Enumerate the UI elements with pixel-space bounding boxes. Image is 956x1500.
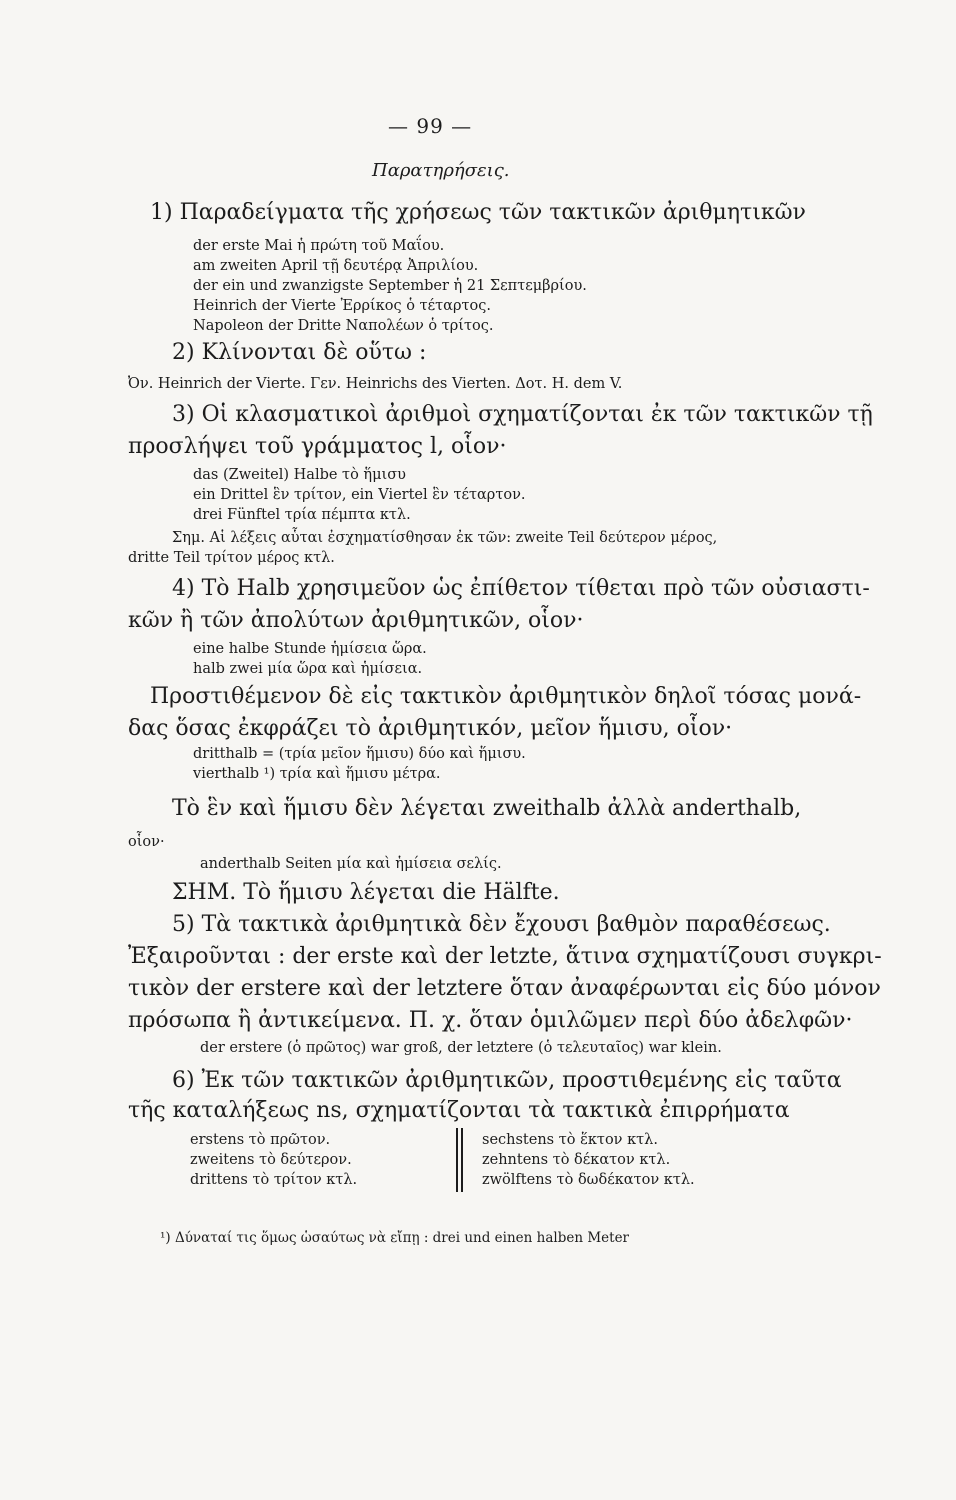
paragraph-6-heading: 6) Ἐκ τῶν τακτικῶν ἀριθμητικῶν, προστιθεμένης εἰς ταῦτα: [172, 1068, 842, 1093]
note-line: ΣΗΜ. Τὸ ἥμισυ λέγεται die Hälfte.: [172, 880, 560, 905]
page-number: — 99 —: [388, 114, 473, 138]
example-line: der erstere (ὁ πρῶτος) war groß, der letztere (ὁ τελευταῖος) war klein.: [200, 1040, 722, 1056]
example-line: vierthalb ¹) τρία καὶ ἥμισυ μέτρα.: [193, 766, 441, 782]
note-line: Σημ. Αἱ λέξεις αὗται ἐσχηματίσθησαν ἐκ τῶν: zweite Teil δεύτερον μέρος,: [172, 530, 718, 546]
example-line: Napoleon der Dritte Ναπολέων ὁ τρίτος.: [193, 318, 494, 334]
paragraph-5-line: Ἐξαιροῦνται : der erste καὶ der letzte, ἅτινα σχηματίζουσι συγκρι-: [128, 944, 882, 969]
declension-line: Ὀν. Heinrich der Vierte. Γεν. Heinrichs des Vierten. Δοτ. H. dem V.: [128, 376, 623, 392]
paragraph-4-line: δας ὅσας ἐκφράζει τὸ ἀριθμητικόν, μεῖον ἥμισυ, οἷον·: [128, 716, 733, 741]
example-line: ein Drittel ἓν τρίτον, ein Viertel ἓν τέταρτον.: [193, 487, 526, 503]
paragraph-4-line: Τὸ ἓν καὶ ἥμισυ δὲν λέγεται zweithalb ἀλλὰ anderthalb,: [172, 796, 802, 821]
example-line: eine halbe Stunde ἡμίσεια ὥρα.: [193, 641, 427, 657]
example-line: der erste Mai ἡ πρώτη τοῦ Μαΐου.: [193, 238, 445, 254]
adverb-item: zwölftens τὸ δωδέκατον κτλ.: [482, 1172, 695, 1188]
adverb-item: zweitens τὸ δεύτερον.: [190, 1152, 352, 1168]
paragraph-2-heading: 2) Κλίνονται δὲ οὕτω :: [172, 340, 427, 365]
paragraph-4-line: οἷον·: [128, 834, 165, 850]
adverb-item: drittens τὸ τρίτον κτλ.: [190, 1172, 358, 1188]
paragraph-4-line: Προστιθέμενον δὲ εἰς τακτικὸν ἀριθμητικὸν δηλοῖ τόσας μονά-: [150, 684, 862, 709]
example-line: drei Fünftel τρία πέμπτα κτλ.: [193, 507, 411, 523]
note-line: dritte Teil τρίτον μέρος κτλ.: [128, 550, 335, 566]
section-heading: Παρατηρήσεις.: [372, 160, 510, 181]
column-divider: [456, 1128, 458, 1192]
example-line: das (Zweitel) Halbe τὸ ἥμισυ: [193, 467, 406, 483]
example-line: halb zwei μία ὥρα καὶ ἡμίσεια.: [193, 661, 423, 677]
example-line: der ein und zwanzigste September ἡ 21 Σεπτεμβρίου.: [193, 278, 587, 294]
paragraph-3-heading: 3) Οἱ κλασματικοὶ ἀριθμοὶ σχηματίζονται ἐκ τῶν τακτικῶν τῇ: [172, 402, 873, 427]
adverb-item: sechstens τὸ ἕκτον κτλ.: [482, 1132, 658, 1148]
example-line: am zweiten April τῇ δευτέρᾳ Ἀπριλίου.: [193, 258, 479, 274]
paragraph-6-line: τῆς καταλήξεως ns, σχηματίζονται τὰ τακτικὰ ἐπιρρήματα: [128, 1098, 790, 1123]
example-line: dritthalb = (τρία μεῖον ἥμισυ) δύο καὶ ἥμισυ.: [193, 746, 526, 762]
paragraph-4-line: κῶν ἢ τῶν ἀπολύτων ἀριθμητικῶν, οἷον·: [128, 608, 584, 633]
footnote: ¹) Δύναταί τις ὅμως ὡσαύτως νὰ εἴπῃ : drei und einen halben Meter: [160, 1230, 630, 1246]
adverb-item: erstens τὸ πρῶτον.: [190, 1132, 331, 1148]
example-line: Heinrich der Vierte Ἐρρίκος ὁ τέταρτος.: [193, 298, 491, 314]
paragraph-4-heading: 4) Τὸ Halb χρησιμεῦον ὡς ἐπίθετον τίθεται πρὸ τῶν οὐσιαστι-: [172, 576, 870, 601]
paragraph-5-heading: 5) Τὰ τακτικὰ ἀριθμητικὰ δὲν ἔχουσι βαθμὸν παραθέσεως.: [172, 912, 831, 937]
paragraph-5-line: τικὸν der erstere καὶ der letztere ὅταν ἀναφέρωνται εἰς δύο μόνον: [128, 976, 881, 1001]
column-divider: [461, 1128, 463, 1192]
example-line: anderthalb Seiten μία καὶ ἡμίσεια σελίς.: [200, 856, 502, 872]
adverb-item: zehntens τὸ δέκατον κτλ.: [482, 1152, 671, 1168]
paragraph-3-line: προσλήψει τοῦ γράμματος l, οἷον·: [128, 434, 507, 459]
paragraph-1-heading: 1) Παραδείγματα τῆς χρήσεως τῶν τακτικῶν ἀριθμητικῶν: [150, 200, 806, 225]
paragraph-5-line: πρόσωπα ἢ ἀντικείμενα. Π. χ. ὅταν ὁμιλῶμεν περὶ δύο ἀδελφῶν·: [128, 1008, 853, 1033]
